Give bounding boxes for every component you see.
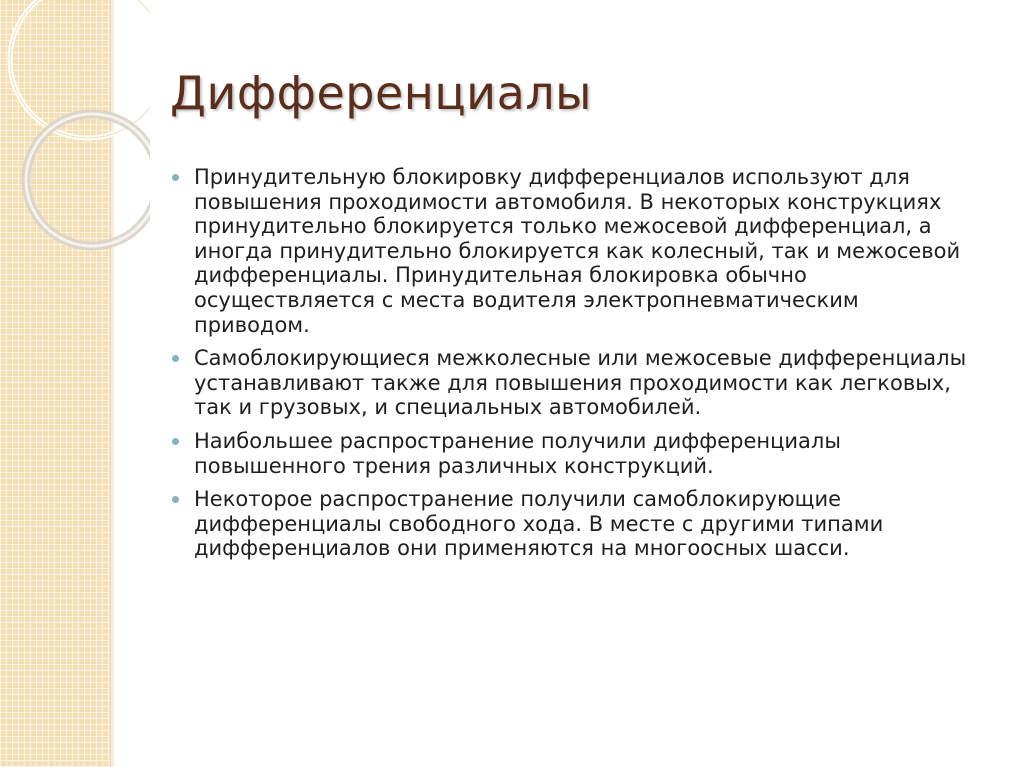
list-item <box>172 165 972 337</box>
bullet-dot-icon <box>172 496 179 503</box>
side-strip-border <box>110 0 114 767</box>
list-item <box>172 487 972 561</box>
list-item <box>172 429 972 478</box>
bullet-dot-icon <box>172 438 179 445</box>
bullet-text: Самоблокирующиеся межколесные или межосевые дифференциалы устанавливают также для повышения проходимости как легковых, так и грузовых, и специальных автомобилей. <box>194 346 967 420</box>
list-item <box>172 346 972 420</box>
bullet-list <box>172 165 972 570</box>
bullet-text: Некоторое распространение получили самоблокирующие дифференциалы свободного хода. В месте с другими типами дифференциалов они применяются на многоосных шасси. <box>194 487 884 561</box>
bullet-text: Наибольшее распространение получили дифференциалы повышенного трения различных конструкций. <box>194 428 841 478</box>
slide-title: Дифференциалы <box>170 66 592 120</box>
bullet-dot-icon <box>172 174 179 181</box>
decorative-side-strip <box>0 0 110 767</box>
bullet-dot-icon <box>172 355 179 362</box>
bullet-text: Принудительную блокировку дифференциалов используют для повышения проходимости автомобиля. В некоторых конструкциях принудительно блокируется только межосевой дифференциал, а иногда принудительно блокируется как колесный, так и межосевой дифференциалы. Принудительная блокировка обычно осуществляется с места водителя электропневматическим приводом. <box>194 165 961 337</box>
